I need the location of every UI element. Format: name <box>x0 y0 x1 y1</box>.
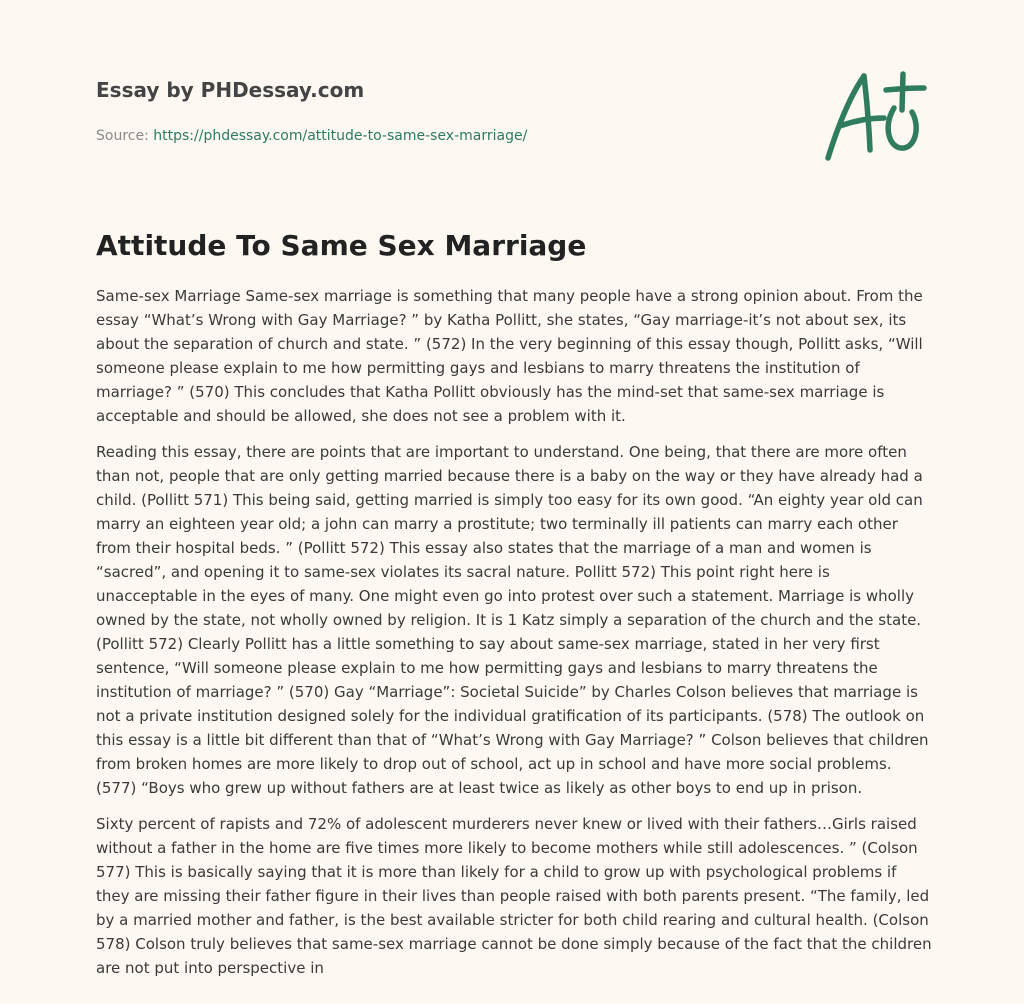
page-header <box>96 76 796 146</box>
source-line <box>96 126 796 146</box>
source-label: Source: <box>96 128 154 144</box>
a-plus-icon <box>820 66 932 166</box>
essay-paragraph: Sixty percent of rapists and 72% of adolescent murderers never knew or lived with their fathers…Girls raised without a father in the home are five times more likely to become mothers while still adolescences. ” (Colson 577) This is basically saying that it is more than likely for a child to grow up with psychological problems if they are missing their father figure in their lives than people raised with both parents present. “The family, led by a married mother and father, is the best available stricter for both child rearing and cultural health. (Colson 578) Colson truly believes that same-sex marriage cannot be done simply because of the fact that the children are not put into perspective in <box>96 815 932 977</box>
essay-paragraph: Reading this essay, there are points that are important to understand. One being, that there are more often than not, people that are only getting married because there is a baby on the way or they have already had a child. (Pollitt 571) This being said, getting married is simply too easy for its own good. “An eighty year old can marry an eighteen year old; a john can marry a prostitute; two terminally ill patients can marry each other from their hospital beds. ” (Pollitt 572) This essay also states that the marriage of a man and women is “sacred”, and opening it to same-sex violates its sacral nature. Pollitt 572) This point right here is unacceptable in the eyes of many. One might even go into protest over such a statement. Marriage is wholly owned by the state, not wholly owned by religion. It is 1 Katz simply a separation of the church and the state. (Pollitt 572) Clearly Pollitt has a little something to say about same-sex marriage, stated in her very first sentence, “Will someone please explain to me how permitting gays and lesbians to marry threatens the institution of marriage? ” (570) Gay “Marriage”: Societal Suicide” by Charles Colson believes that marriage is not a private institution designed solely for the individual gratification of its participants. (578) The outlook on this essay is a little bit different than that of “What’s Wrong with Gay Marriage? ” Colson believes that children from broken homes are more likely to drop out of school, act up in school and have more social problems. (577) “Boys who grew up without fathers are at least twice as likely as other boys to end up in prison. <box>96 443 929 797</box>
essay-title: Attitude To Same Sex Marriage <box>96 229 587 262</box>
essay-body <box>96 284 932 992</box>
source-link[interactable]: https://phdessay.com/attitude-to-same-sex-marriage/ <box>153 128 528 144</box>
site-title: Essay by PHDessay.com <box>96 78 365 102</box>
essay-paragraph: Same-sex Marriage Same-sex marriage is something that many people have a strong opinion about. From the essay “What’s Wrong with Gay Marriage? ” by Katha Pollitt, she states, “Gay marriage-it’s not about sex, its about the separation of church and state. ” (572) In the very beginning of this essay though, Pollitt asks, “Will someone please explain to me how permitting gays and lesbians to marry threatens the institution of marriage? ” (570) This concludes that Katha Pollitt obviously has the mind-set that same-sex marriage is acceptable and should be allowed, she does not see a problem with it. <box>96 287 923 425</box>
